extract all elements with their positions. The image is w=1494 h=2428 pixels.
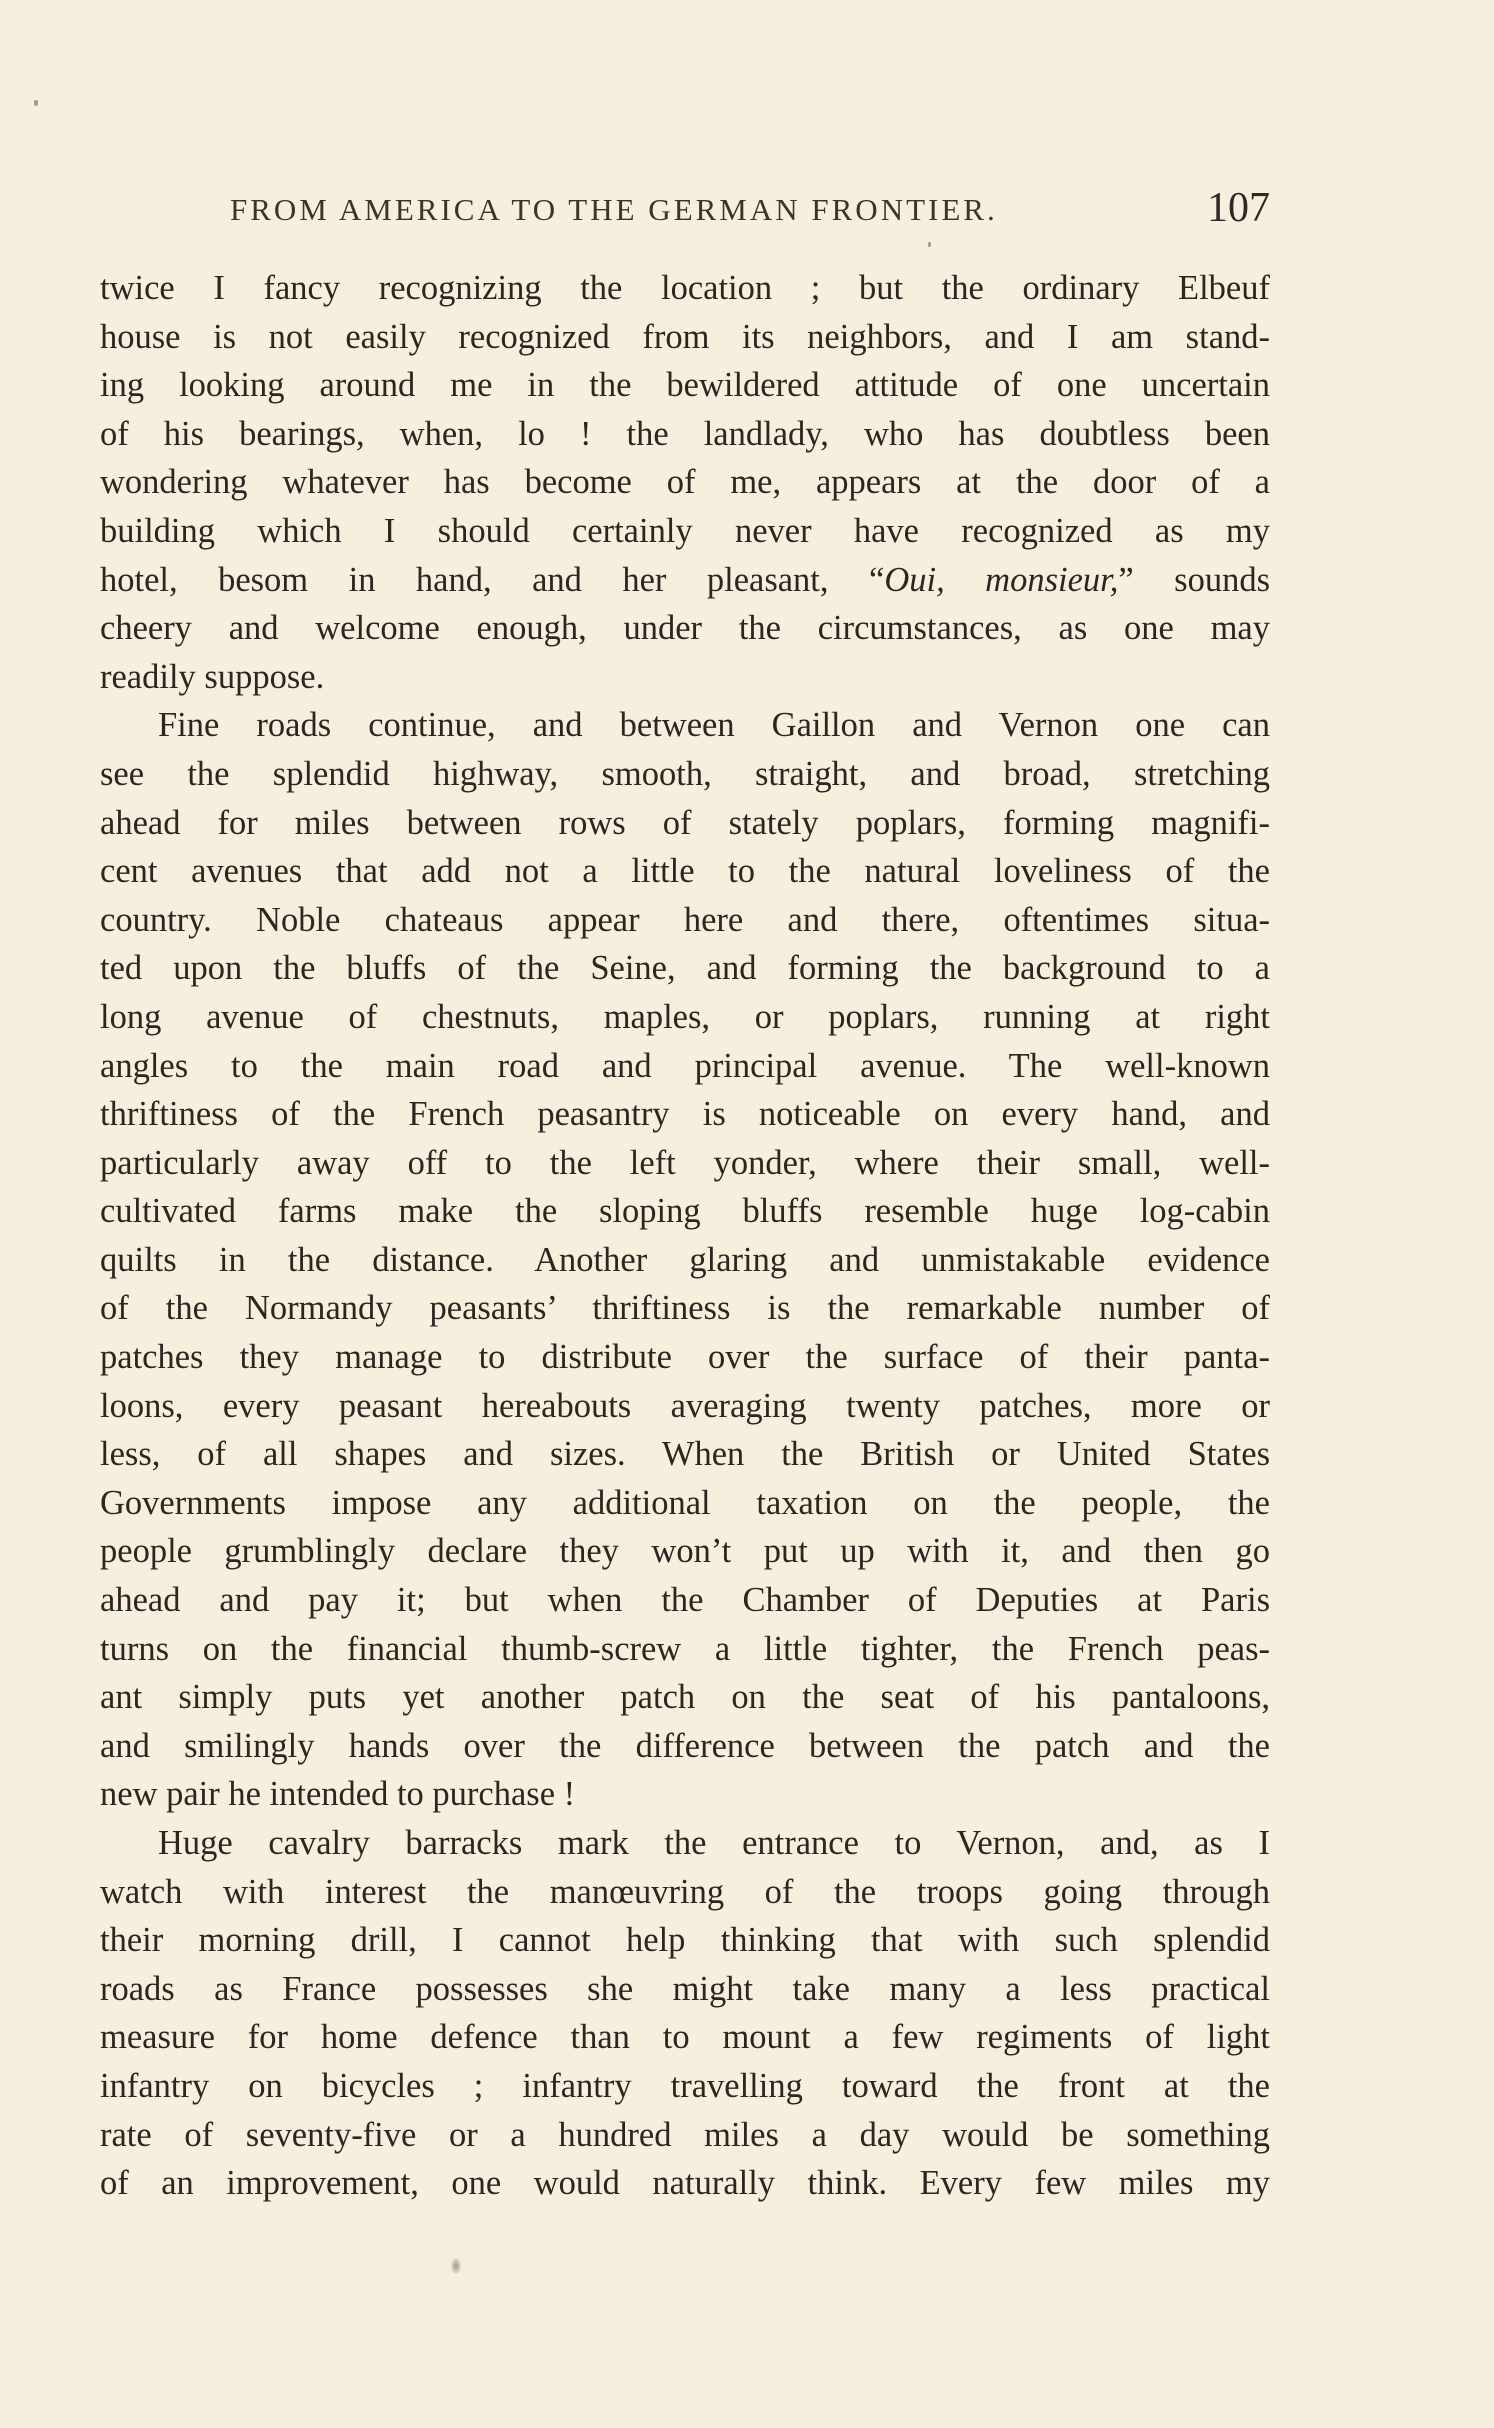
text-line: ing looking around me in the bewildered attitude of one uncertain <box>100 366 1270 405</box>
text-line: twice I fancy recognizing the location ; but the ordinary Elbeuf <box>100 269 1270 307</box>
running-head <box>100 184 1270 234</box>
text-line: less, of all shapes and sizes. When the British or United States <box>100 1435 1270 1474</box>
body-text <box>100 264 1270 2208</box>
text-line: of an improvement, one would naturally think. Every few miles my <box>100 2164 1270 2203</box>
page-number: 107 <box>1207 185 1270 231</box>
text-line: wondering whatever has become of me, appears at the door of a <box>100 463 1270 502</box>
text-line: country. Noble chateaus appear here and there, oftentimes situa- <box>100 900 1270 939</box>
text-line: and smilingly hands over the difference between the patch and the <box>100 1726 1270 1765</box>
text-line: ahead for miles between rows of stately poplars, forming magnifi- <box>100 803 1270 842</box>
paragraph-start-line: Fine roads continue, and between Gaillon and Vernon one can <box>158 706 1270 745</box>
text-line: building which I should certainly never have recognized as my <box>100 511 1270 550</box>
text-line: Governments impose any additional taxation on the people, the <box>100 1483 1270 1522</box>
paper-speck <box>928 242 931 247</box>
text-line: rate of seventy-five or a hundred miles a day would be something <box>100 2115 1270 2154</box>
text-line: their morning drill, I cannot help thinking that with such splendid <box>100 1921 1270 1960</box>
text-line: patches they manage to distribute over the surface of their panta- <box>100 1338 1270 1377</box>
text-line: angles to the main road and principal avenue. The well-known <box>100 1046 1270 1085</box>
text-line: watch with interest the manœuvring of the troops going through <box>100 1872 1270 1911</box>
text-line: long avenue of chestnuts, maples, or poplars, running at right <box>100 997 1270 1036</box>
text-line: ahead and pay it; but when the Chamber of Deputies at Paris <box>100 1581 1270 1620</box>
text-line: roads as France possesses she might take many a less practical <box>100 1969 1270 2008</box>
text-line: particularly away off to the left yonder, where their small, well- <box>100 1143 1270 1182</box>
text-line: cultivated farms make the sloping bluffs resemble huge log-cabin <box>100 1192 1270 1231</box>
text-line: loons, every peasant hereabouts averaging twenty patches, more or <box>100 1386 1270 1425</box>
text-line: of the Normandy peasants’ thriftiness is the remarkable number of <box>100 1289 1270 1328</box>
paper-speck <box>34 100 38 106</box>
text-line: house is not easily recognized from its neighbors, and I am stand- <box>100 317 1270 356</box>
text-line: quilts in the distance. Another glaring and unmistakable evidence <box>100 1240 1270 1279</box>
text-line: people grumblingly declare they won’t put up with it, and then go <box>100 1532 1270 1571</box>
text-line: cent avenues that add not a little to the natural loveliness of the <box>100 852 1270 891</box>
text-line: turns on the financial thumb-screw a little tighter, the French peas- <box>100 1629 1270 1668</box>
text-line: see the splendid highway, smooth, straight, and broad, stretching <box>100 754 1270 793</box>
text-line: measure for home defence than to mount a few regiments of light <box>100 2018 1270 2057</box>
ink-smudge <box>451 2258 461 2274</box>
paragraph-start-line: Huge cavalry barracks mark the entrance to Vernon, and, as I <box>158 1824 1270 1862</box>
text-line: hotel, besom in hand, and her pleasant, “Oui, monsieur,” sounds <box>100 560 1271 599</box>
text-line: ant simply puts yet another patch on the seat of his pantaloons, <box>100 1678 1270 1717</box>
text-line: cheery and welcome enough, under the circumstances, as one may <box>100 609 1270 648</box>
text-line: of his bearings, when, lo ! the landlady, who has doubtless been <box>100 414 1270 453</box>
text-line: infantry on bicycles ; infantry travelling toward the front at the <box>100 2066 1270 2105</box>
running-title: FROM AMERICA TO THE GERMAN FRONTIER. <box>230 192 998 227</box>
text-line: readily suppose. <box>100 657 325 696</box>
text-line: new pair he intended to purchase ! <box>100 1775 576 1814</box>
text-line: thriftiness of the French peasantry is noticeable on every hand, and <box>100 1095 1270 1134</box>
text-line: ted upon the bluffs of the Seine, and forming the background to a <box>100 949 1270 988</box>
